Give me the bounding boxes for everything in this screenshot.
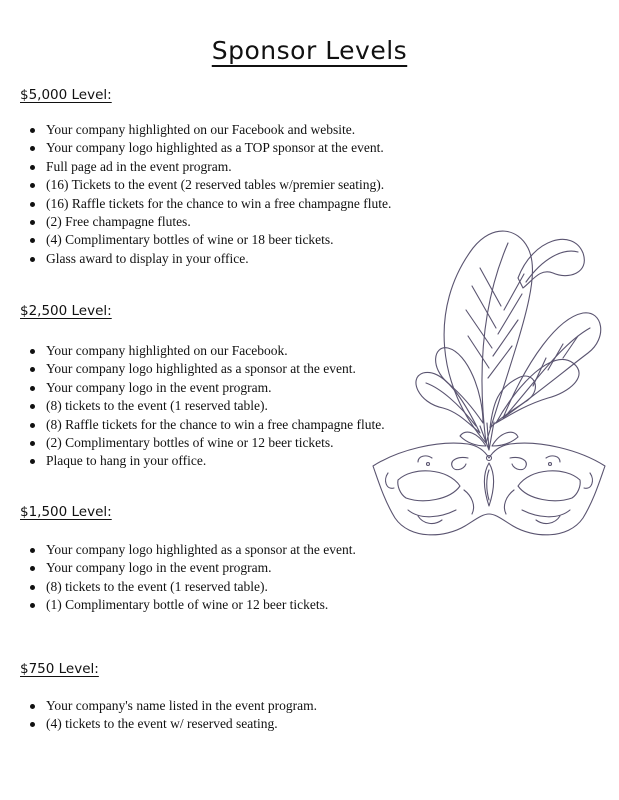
level-heading-750: $750 Level: xyxy=(20,661,99,677)
level-list-2500 xyxy=(20,342,385,471)
level-list-1500 xyxy=(20,541,356,615)
list-item: (1) Complimentary bottle of wine or 12 beer tickets. xyxy=(20,596,356,614)
level-list-750 xyxy=(20,697,317,734)
list-item: Your company logo in the event program. xyxy=(20,379,385,397)
list-item: Full page ad in the event program. xyxy=(20,158,391,176)
list-item: Glass award to display in your office. xyxy=(20,250,391,268)
list-item: (8) Raffle tickets for the chance to win a free champagne flute. xyxy=(20,416,385,434)
list-item: (4) Complimentary bottles of wine or 18 beer tickets. xyxy=(20,231,391,249)
level-heading-2500: $2,500 Level: xyxy=(20,303,112,319)
list-item: Your company highlighted on our Facebook. xyxy=(20,342,385,360)
list-item: (8) tickets to the event (1 reserved table). xyxy=(20,578,356,596)
page-title: Sponsor Levels xyxy=(211,36,408,65)
list-item: Your company logo highlighted as a TOP sponsor at the event. xyxy=(20,139,391,157)
list-item: (4) tickets to the event w/ reserved seating. xyxy=(20,715,317,733)
list-item: (8) tickets to the event (1 reserved table). xyxy=(20,397,385,415)
level-heading-1500: $1,500 Level: xyxy=(20,504,112,520)
list-item: Your company logo highlighted as a sponsor at the event. xyxy=(20,541,356,559)
list-item: (2) Free champagne flutes. xyxy=(20,213,391,231)
level-heading-5000: $5,000 Level: xyxy=(20,87,112,103)
list-item: Your company highlighted on our Facebook and website. xyxy=(20,121,391,139)
list-item: (16) Raffle tickets for the chance to win a free champagne flute. xyxy=(20,195,391,213)
masquerade-mask-icon xyxy=(368,218,608,548)
list-item: Plaque to hang in your office. xyxy=(20,452,385,470)
list-item: (2) Complimentary bottles of wine or 12 beer tickets. xyxy=(20,434,385,452)
list-item: (16) Tickets to the event (2 reserved tables w/premier seating). xyxy=(20,176,391,194)
list-item: Your company logo in the event program. xyxy=(20,559,356,577)
list-item: Your company's name listed in the event program. xyxy=(20,697,317,715)
level-list-5000 xyxy=(20,121,391,268)
list-item: Your company logo highlighted as a sponsor at the event. xyxy=(20,360,385,378)
